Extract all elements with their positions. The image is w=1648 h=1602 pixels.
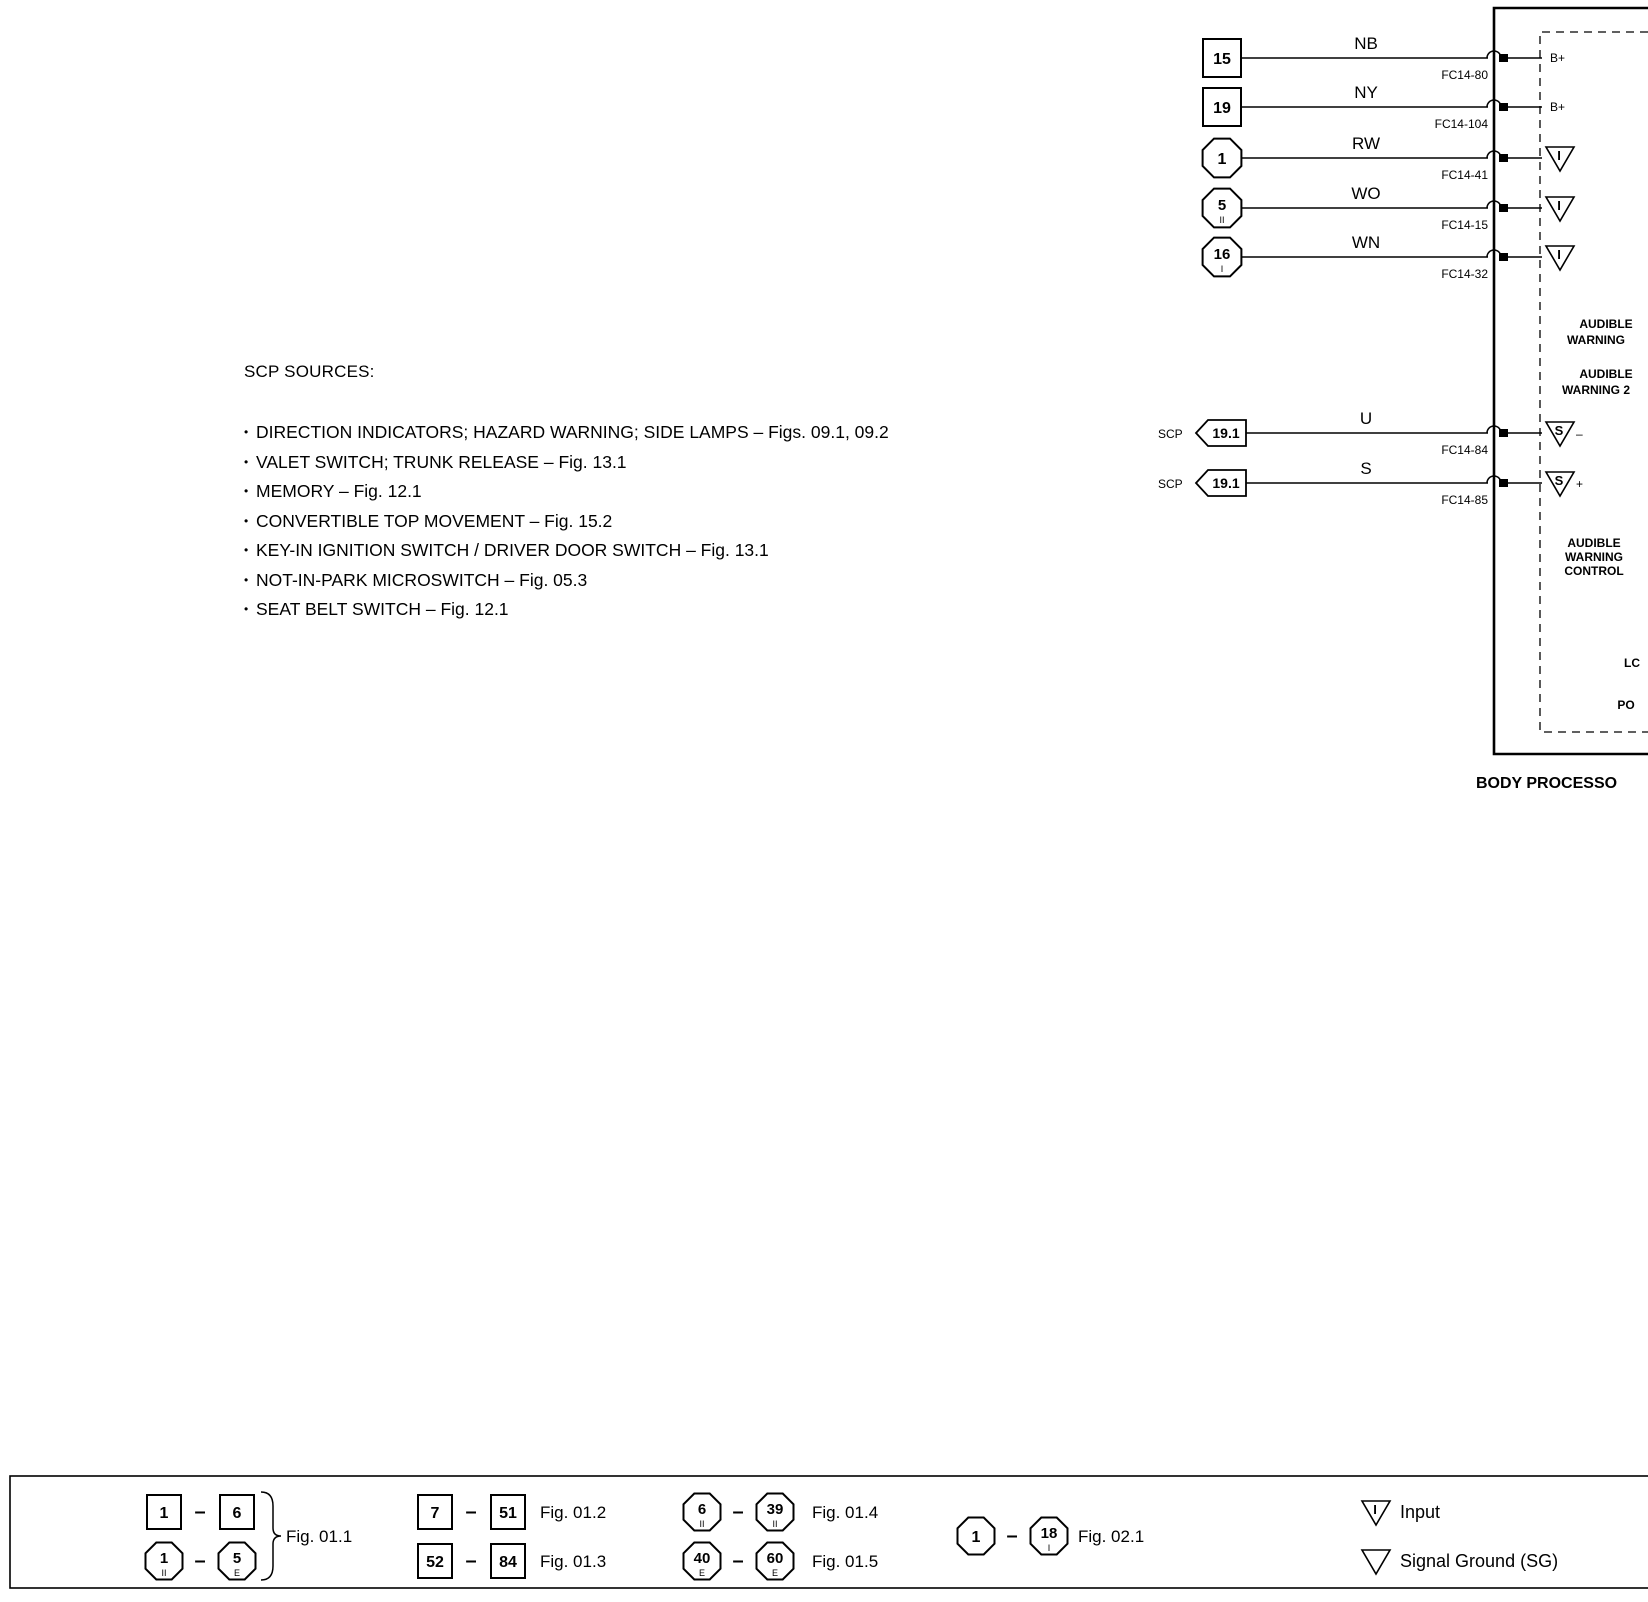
badge-subscript: E — [698, 1568, 706, 1578]
body-processor-module — [1476, 8, 1648, 792]
octagon-ref-badge — [684, 1543, 721, 1580]
octagon-ref-badge — [757, 1543, 794, 1580]
bullet-icon: • — [244, 513, 249, 528]
pin-terminal — [1499, 429, 1508, 437]
legend-fig-label: Fig. 01.1 — [286, 1527, 353, 1546]
dash-separator: – — [465, 1550, 477, 1572]
badge-number: 5 — [232, 1550, 242, 1567]
square-ref-badge — [418, 1495, 452, 1529]
legend-fig-label: Fig. 02.1 — [1078, 1527, 1145, 1546]
badge-subscript: E — [771, 1568, 779, 1578]
badge-number: 16 — [1213, 246, 1231, 263]
badge-number: 60 — [766, 1550, 784, 1567]
wire-color-code: WN — [1351, 233, 1381, 252]
scp-source-item — [244, 595, 1004, 625]
badge-number: 1 — [159, 1505, 169, 1522]
bullet-icon: • — [244, 572, 249, 587]
module-name: BODY PROCESSO — [1476, 775, 1618, 792]
badge-number: 40 — [693, 1550, 711, 1567]
scp-connector-badge — [1196, 420, 1246, 446]
circuit-row — [1203, 83, 1565, 131]
scp-source-text: SEAT BELT SWITCH – Fig. 12.1 — [256, 599, 509, 619]
badge-subscript: E — [233, 1568, 241, 1578]
connector-pin-label: FC14-32 — [1441, 267, 1488, 281]
pin-terminal — [1499, 103, 1508, 111]
badge-number: 15 — [1213, 51, 1231, 68]
module-internal-label: LC — [1624, 656, 1640, 670]
scp-sources-list — [244, 418, 1004, 625]
octagon-ref-badge — [1203, 238, 1242, 277]
badge-subscript: II — [161, 1568, 167, 1578]
circuit-row — [1203, 233, 1574, 281]
input-symbol-icon — [1362, 1501, 1390, 1525]
bullet-icon: • — [244, 454, 249, 469]
badge-number: 1 — [159, 1550, 169, 1567]
scp-source-item — [244, 507, 1004, 537]
scp-ref-number: 19.1 — [1212, 425, 1240, 441]
module-internal-label: PO — [1617, 698, 1635, 712]
legend-panel — [10, 1476, 1648, 1588]
circuit-row — [1203, 134, 1574, 182]
scp-source-text: KEY-IN IGNITION SWITCH / DRIVER DOOR SWITCH – Fig. 13.1 — [256, 540, 769, 560]
module-internal-label: WARNING — [1565, 550, 1623, 564]
scp-ref-number: 19.1 — [1212, 475, 1240, 491]
triangle-glyph: I — [1557, 198, 1561, 213]
legend-symbol-label: Input — [1400, 1502, 1441, 1522]
bullet-icon: • — [244, 602, 249, 616]
badge-subscript: I — [1047, 1543, 1051, 1553]
triangle-glyph: S — [1554, 473, 1564, 488]
wire-color-code: RW — [1351, 134, 1381, 153]
square-ref-badge — [147, 1495, 181, 1529]
legend-fig-label: Fig. 01.4 — [812, 1503, 879, 1522]
badge-number: 6 — [697, 1501, 707, 1518]
badge-subscript: II — [772, 1519, 778, 1529]
module-internal-label: AUDIBLE — [1579, 367, 1633, 381]
octagon-ref-badge — [1203, 189, 1242, 228]
connector-pin-label: FC14-84 — [1441, 443, 1488, 457]
dash-separator: – — [732, 1501, 744, 1523]
square-ref-badge — [491, 1544, 525, 1578]
module-internal-label: WARNING 2 — [1561, 383, 1631, 397]
badge-subscript: I — [1220, 264, 1224, 274]
octagon-ref-badge — [219, 1543, 256, 1580]
input-triangle-icon — [1546, 197, 1574, 221]
scp-signal-triangle-icon — [1546, 472, 1583, 496]
square-ref-badge — [418, 1544, 452, 1578]
connector-pin-label: FC14-15 — [1441, 218, 1488, 232]
scp-sources-block — [244, 362, 1004, 625]
triangle-suffix: – — [1576, 427, 1583, 441]
scp-sources-heading: SCP SOURCES: — [244, 362, 375, 381]
square-ref-badge — [1203, 39, 1241, 77]
input-triangle-icon — [1546, 246, 1574, 270]
octagon-ref-badge — [958, 1518, 995, 1555]
badge-number: 6 — [232, 1505, 242, 1522]
wire-color-code: NY — [1354, 83, 1378, 102]
connector-pin-label: FC14-80 — [1441, 68, 1488, 82]
scp-source-text: DIRECTION INDICATORS; HAZARD WARNING; SIDE LAMPS – Figs. 09.1, 09.2 — [256, 422, 889, 442]
badge-number: 7 — [430, 1505, 440, 1522]
bullet-icon: • — [244, 425, 249, 439]
square-ref-badge — [220, 1495, 254, 1529]
badge-number: 1 — [1217, 151, 1227, 168]
scp-source-item — [244, 566, 1004, 596]
pin-terminal — [1499, 253, 1508, 261]
scp-source-text: CONVERTIBLE TOP MOVEMENT – Fig. 15.2 — [256, 510, 613, 531]
dash-separator: – — [1006, 1525, 1018, 1547]
scp-connector-badge — [1196, 470, 1246, 496]
circuit-wires — [1158, 34, 1583, 507]
scp-signal-triangle-icon — [1546, 422, 1583, 446]
triangle-suffix: + — [1576, 477, 1584, 491]
octagon-ref-badge — [684, 1494, 721, 1531]
circuit-row — [1203, 34, 1565, 82]
signal-ground-symbol-icon — [1362, 1550, 1390, 1574]
legend-symbol-label: Signal Ground (SG) — [1400, 1551, 1559, 1571]
triangle-glyph: I — [1373, 1502, 1377, 1517]
module-internal-label: CONTROL — [1564, 564, 1624, 578]
badge-subscript: II — [699, 1519, 705, 1529]
scp-source-item — [244, 536, 1004, 566]
badge-number: 1 — [971, 1529, 981, 1546]
bullet-icon: • — [244, 484, 249, 498]
module-outline — [1494, 8, 1648, 754]
scp-source-item — [244, 418, 1004, 448]
legend-frame — [10, 1476, 1648, 1588]
wire-color-code: NB — [1354, 34, 1378, 53]
legend-fig-label: Fig. 01.3 — [540, 1552, 607, 1571]
circuit-row — [1158, 459, 1583, 507]
legend-fig-label: Fig. 01.2 — [540, 1503, 607, 1522]
octagon-ref-badge — [146, 1543, 183, 1580]
dash-separator: – — [194, 1550, 206, 1572]
pin-terminal — [1499, 204, 1508, 212]
dash-separator: – — [465, 1501, 477, 1523]
square-ref-badge — [491, 1495, 525, 1529]
octagon-ref-badge — [1031, 1518, 1068, 1555]
scp-prefix: SCP — [1158, 477, 1183, 491]
battery-term-label: B+ — [1550, 100, 1566, 114]
triangle-glyph: S — [1554, 423, 1564, 438]
connector-pin-label: FC14-104 — [1434, 117, 1488, 131]
badge-number: 5 — [1217, 197, 1227, 214]
module-inner-boundary — [1540, 32, 1648, 732]
badge-number: 19 — [1213, 100, 1231, 117]
dash-separator: – — [732, 1550, 744, 1572]
octagon-ref-badge — [757, 1494, 794, 1531]
module-internal-label: AUDIBLE — [1567, 536, 1621, 550]
badge-number: 18 — [1040, 1525, 1058, 1542]
wire-color-code: U — [1359, 409, 1373, 428]
scp-prefix: SCP — [1158, 427, 1183, 441]
pin-terminal — [1499, 54, 1508, 62]
scp-source-item — [244, 448, 1004, 478]
scp-source-item — [244, 477, 1004, 507]
scp-source-text: VALET SWITCH; TRUNK RELEASE – Fig. 13.1 — [256, 451, 627, 472]
badge-number: 84 — [499, 1554, 517, 1571]
wire-color-code: S — [1360, 459, 1372, 478]
scp-source-text: NOT-IN-PARK MICROSWITCH – Fig. 05.3 — [256, 569, 588, 590]
pin-terminal — [1499, 154, 1508, 162]
badge-subscript: II — [1219, 215, 1225, 225]
connector-pin-label: FC14-85 — [1441, 493, 1488, 507]
module-internal-label: WARNING — [1567, 333, 1625, 347]
triangle-outline — [1362, 1550, 1390, 1574]
brace-icon — [261, 1492, 281, 1580]
circuit-row — [1158, 409, 1583, 457]
octagon-ref-badge — [1203, 139, 1242, 178]
bullet-icon: • — [244, 543, 249, 557]
triangle-glyph: I — [1557, 148, 1561, 163]
pin-terminal — [1499, 479, 1508, 487]
connector-pin-label: FC14-41 — [1441, 168, 1488, 182]
square-ref-badge — [1203, 88, 1241, 126]
battery-term-label: B+ — [1550, 51, 1566, 65]
wire-color-code: WO — [1351, 184, 1381, 203]
badge-number: 52 — [426, 1554, 444, 1571]
triangle-glyph: I — [1557, 247, 1561, 262]
dash-separator: – — [194, 1501, 206, 1523]
scp-source-text: MEMORY – Fig. 12.1 — [256, 481, 422, 501]
circuit-row — [1203, 184, 1574, 232]
module-internal-label: AUDIBLE — [1579, 317, 1633, 331]
input-triangle-icon — [1546, 147, 1574, 171]
badge-number: 39 — [766, 1501, 784, 1518]
badge-number: 51 — [499, 1505, 517, 1522]
legend-fig-label: Fig. 01.5 — [812, 1552, 879, 1571]
